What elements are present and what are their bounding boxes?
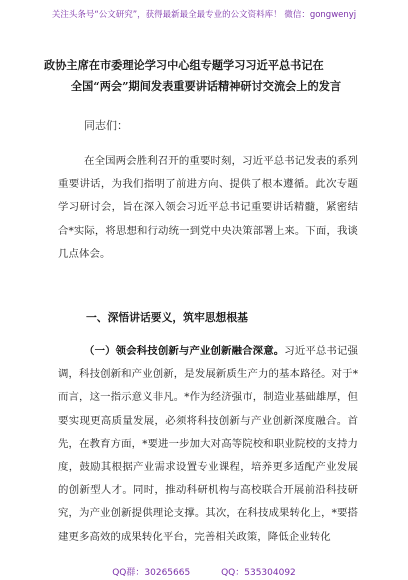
paragraph-1-text: 在全国两会胜利召开的重要时刻，习近平总书记发表的系列重要讲话，为我们指明了前进方向、提供了根本遵循。此次专题学习研讨会，旨在深入领会习近平总书记重要讲话精髓，紧密结合*实际，将思想和行动统一到党中央决策部署上来。下面，我谈几点体会。 [58, 155, 358, 260]
section-heading-1: 一、深悟讲话要义，筑牢思想根基 [86, 311, 248, 324]
document-title [44, 55, 368, 97]
footer-contact [0, 565, 408, 578]
header-banner: 关注头条号“公文研究”，获得最新最全最专业的公文资料库！ 微信：gongwenyj [51, 10, 357, 20]
title-line-1: 政协主席在市委理论学习中心组专题学习习近平总书记在 [44, 58, 324, 72]
footer-qq-group: QQ群：30265665 [112, 568, 191, 578]
paragraph-3-lead: （一）领会科技创新与产业创新融合深意。 [84, 345, 285, 357]
greeting: 同志们： [84, 119, 128, 132]
footer-qq: QQ：535304092 [221, 568, 296, 578]
paragraph-1 [58, 150, 358, 266]
paragraph-3 [58, 340, 358, 549]
title-line-2: 全国“两会”期间发表重要讲话精神研讨交流会上的发言 [70, 79, 342, 93]
paragraph-3-body: 习近平总书记强调，科技创新和产业创新，是发展新质生产力的基本路径。对于*而言，这一指示意义非凡。*作为经济强市，制造业基础雄厚，但要实现更高质量发展，必须将科技创新与产业创新深度融合。首先，在教育方面，*要进一步加大对高等院校和职业院校的支持力度，鼓励其根据产业需求设置专业课程，培养更多适配产业发展的创新型人才。同时，推动科研机构与高校联合开展前沿科技研究，为产业创新提供理论支撑。其次，在科技成果转化上，*要搭建更多高效的成果转化平台，完善相关政策，降低企业转化 [58, 345, 358, 543]
